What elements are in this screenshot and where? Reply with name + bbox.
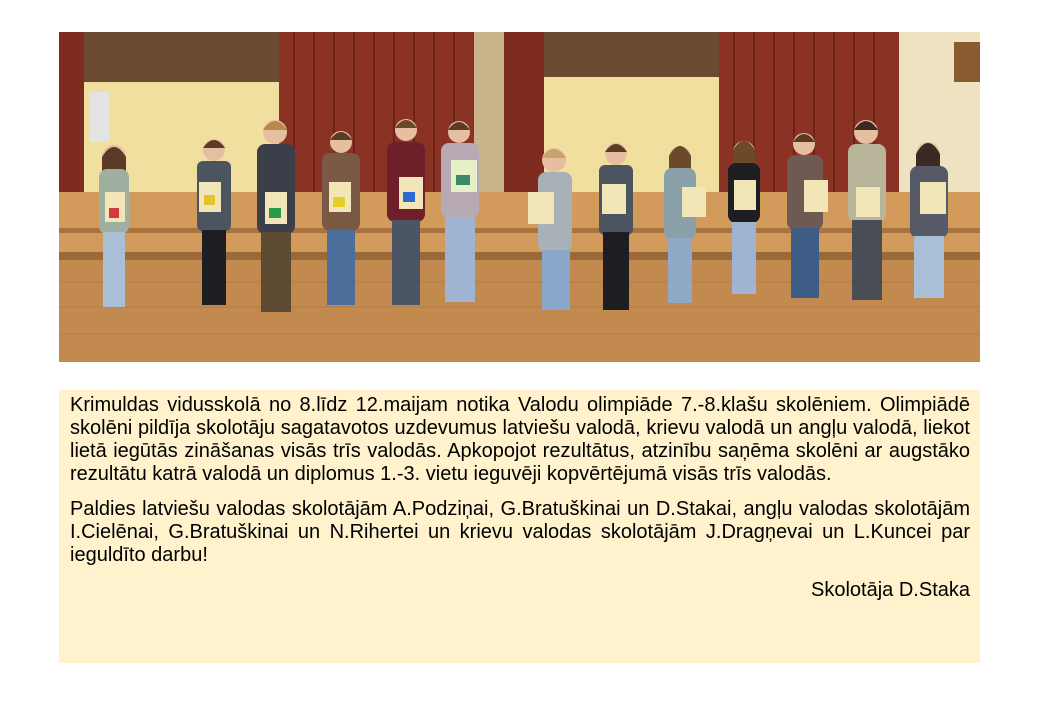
article-text-box	[59, 390, 980, 663]
group-photo-right	[504, 32, 980, 362]
signature: Skolotāja D.Staka	[811, 579, 970, 601]
article-paragraph-2: Paldies latviešu valodas skolotājām A.Podziņai, G.Bratuškinai un D.Stakai, angļu valodas skolotājām I.Cielēnai, G.Bratuškinai un N.Rihertei un krievu valodas skolotājām J.Dragņevai un L.Kuncei par ieguldīto darbu!	[70, 498, 970, 566]
article-paragraph-1: Krimuldas vidusskolā no 8.līdz 12.maijam notika Valodu olimpiāde 7.-8.klašu skolēniem. Olimpiādē skolēni pildīja skolotāju sagatavotos uzdevumus latviešu valodā, krievu valodā un angļu valodā, liekot lietā iegūtās zināšanas visās trīs valodās. Apkopojot rezultātus, atzinību saņēma skolēni ar augstāko rezultātu katrā valodā un diplomus 1.-3. vietu ieguvēji kopvērtējumā visās trīs valodās.	[70, 394, 970, 485]
group-photo-left	[59, 32, 504, 362]
